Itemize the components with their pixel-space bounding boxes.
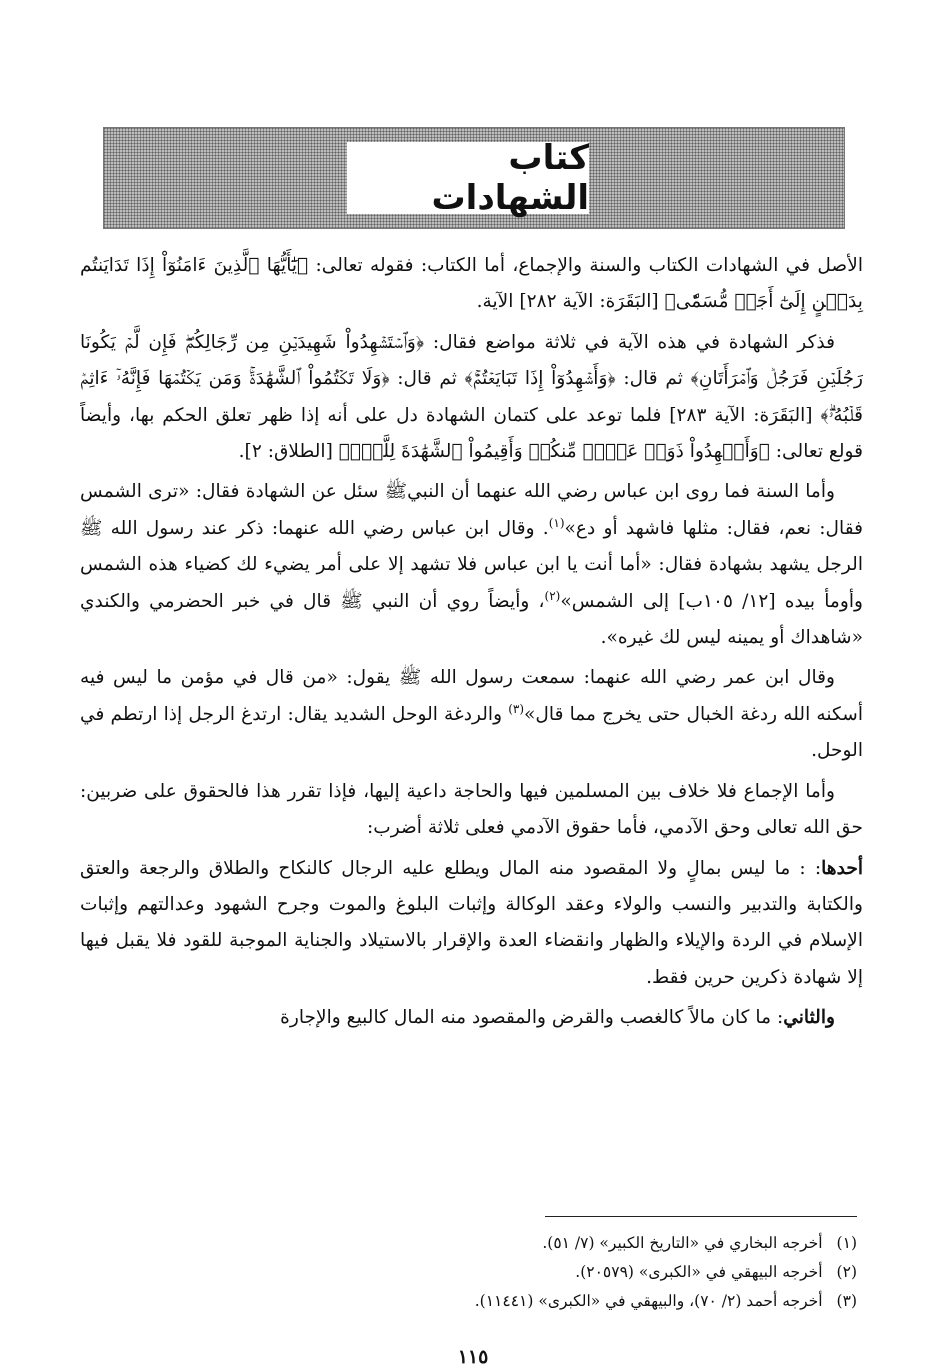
footnote-ref-1[interactable]: (١) bbox=[548, 515, 565, 530]
paragraph-2-text: فذكر الشهادة في هذه الآية في ثلاثة مواضع فقال: ﴿وَٱسۡتَشۡهِدُواْ شَهِيدَيۡنِ مِن رِّجَالِكُمۡۖ فَإِن لَّمۡ يَكُونَا رَجُلَيۡنِ فَرَجُلٞ وَٱمۡرَأَتَانِ﴾ ثم قال: ﴿وَأَشۡهِدُوٓاْ إِذَا تَبَايَعۡتُمۡۚ﴾ ثم قال: ﴿وَلَا تَكۡتُمُواْ ٱلشَّهَٰدَةَۚ وَمَن يَكۡتُمۡهَا فَإِنَّهُۥٓ ءَاثِمٞ قَلۡبُهُۥۗ﴾ [البَقَرَة: الآية ٢٨٣] فلما توعد على كتمان الشهادة دل على أنه إذا ظهر تعلق الحكم بها، وأيضاً قولع تعالى: ﴿وَأَشۡهِدُواْ ذَوَيۡ عَدۡلٖ مِّنكُمۡ وَأَقِيمُواْ ٱلشَّهَٰدَةَ لِلَّهِۚ﴾ [الطلاق: ٢]. bbox=[80, 331, 863, 463]
paragraph-5-text: وأما الإجماع فلا خلاف بين المسلمين فيها والحاجة داعية إليها، فإذا تقرر هذا فالحقوق على ضربين: حق الله تعالى وحق الآدمي، فأما حقوق الآدمي فعلى ثلاثة أضرب: bbox=[80, 780, 863, 839]
footnote-number: (٣) bbox=[836, 1292, 857, 1310]
paragraph-6 bbox=[80, 851, 863, 997]
paragraph-6-text: : : ما ليس بمالٍ ولا المقصود منه المال ويطلع عليه الرجال كالنكاح والطلاق والرجعة والعتق والكتابة والتدبير والنسب والولاء وعقد الوكالة وإثبات البلوغ والموت وجرح الشهود وعدالتهم وإثبات الإسلام في الردة والإيلاء والظهار وانقضاء العدة والإقرار بالاستيلاد والجناية الموجبة للقود فلا يقبل فيها إلا شهادة ذكرين حرين فقط. bbox=[80, 857, 863, 988]
footnote-text: أخرجه البخاري في «التاريخ الكبير» (٧/ ٥١). bbox=[542, 1234, 823, 1252]
page-number: ١١٥ bbox=[457, 1346, 489, 1368]
paragraph-7-lead: والثاني bbox=[783, 1007, 835, 1029]
footnote-ref-2[interactable]: (٢) bbox=[544, 588, 561, 603]
paragraph-4-text-cont: والردغة الوحل الشديد يقال: ارتدغ الرجل إذا ارتطم في الوحل. bbox=[80, 703, 863, 762]
footnote-1 bbox=[300, 1229, 857, 1258]
paragraph-7-text: : ما كان مالاً كالغصب والقرض والمقصود منه المال كالبيع والإجارة bbox=[280, 1007, 784, 1029]
chapter-title: كتاب الشهادات bbox=[431, 138, 589, 218]
paragraph-6-lead: أحدها bbox=[821, 857, 863, 879]
paragraph-3 bbox=[80, 474, 863, 656]
footnote-number: (١) bbox=[836, 1234, 857, 1252]
paragraph-5 bbox=[80, 774, 863, 847]
chapter-title-banner bbox=[103, 127, 845, 229]
footnote-text: أخرجه أحمد (٢/ ٧٠)، والبيهقي في «الكبرى» (١١٤٤١). bbox=[474, 1292, 823, 1310]
footnote-text: أخرجه البيهقي في «الكبرى» (٢٠٥٧٩). bbox=[575, 1263, 823, 1281]
main-text bbox=[80, 248, 863, 1041]
footnotes bbox=[300, 1229, 857, 1316]
paragraph-1 bbox=[80, 248, 863, 321]
paragraph-2 bbox=[80, 325, 863, 471]
paragraph-3-text: وأما السنة فما روى ابن عباس رضي الله عنهما أن النبيﷺ سئل عن الشهادة فقال: «ترى الشمس فقال: نعم، فقال: مثلها فاشهد أو دع» bbox=[80, 481, 863, 539]
footnote-divider bbox=[545, 1216, 857, 1217]
footnote-3 bbox=[300, 1287, 857, 1316]
footnote-2 bbox=[300, 1258, 857, 1287]
paragraph-7 bbox=[80, 1000, 863, 1036]
footnote-ref-3[interactable]: (٣) bbox=[508, 701, 525, 716]
footnote-number: (٢) bbox=[836, 1263, 857, 1281]
paragraph-3-text-end: ، وأيضاً روي أن النبي ﷺ قال في خبر الحضرمي والكندي «شاهداك أو يمينه ليس لك غيره». bbox=[80, 590, 863, 649]
chapter-title-box bbox=[347, 138, 589, 218]
paragraph-4 bbox=[80, 660, 863, 769]
paragraph-1-text: الأصل في الشهادات الكتاب والسنة والإجماع، أما الكتاب: فقوله تعالى: ﴿يَٰٓأَيُّهَا ٱلَّذِينَ ءَامَنُوٓاْ إِذَا تَدَايَنتُم بِدَيۡنٍ إِلَىٰٓ أَجَلٖ مُّسَمّٗى﴾ [البَقَرَة: الآية ٢٨٢] الآية. bbox=[80, 255, 863, 313]
paragraph-4-text: وقال ابن عمر رضي الله عنهما: سمعت رسول الله ﷺ يقول: «من قال في مؤمن ما ليس فيه أسكنه الله ردغة الخبال حتى يخرج مما قال» bbox=[80, 667, 863, 725]
paragraph-3-text-cont: . وقال ابن عباس رضي الله عنهما: ذكر عند رسول الله ﷺ الرجل يشهد بشهادة فقال: «أما أنت يا ابن عباس فلا تشهد إلا على أمر يضيء لك كضياء هذه الشمس وأومأ بيده [١٢/ ١٠٥ب] إلى الشمس» bbox=[80, 517, 863, 612]
